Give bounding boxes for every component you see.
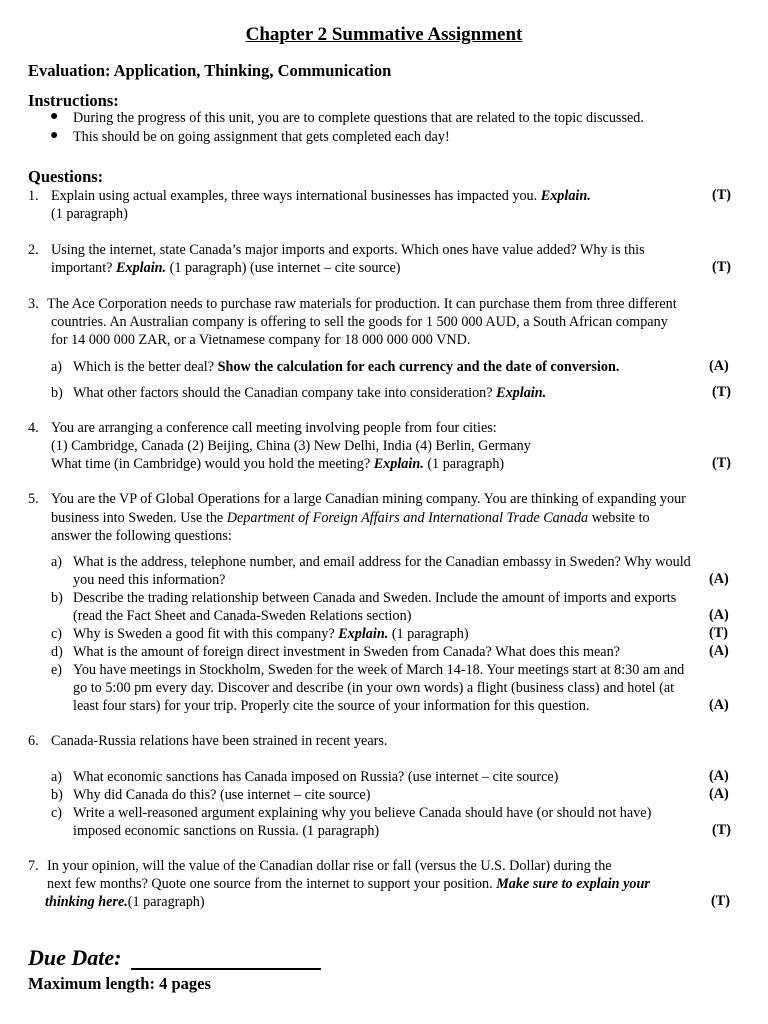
question-6c-line-1: Write a well-reasoned argument explaining why you believe Canada should have (or should not have) xyxy=(73,805,652,821)
mark-label: (A) xyxy=(709,571,729,587)
mark-label: (A) xyxy=(709,697,729,713)
mark-label: (T) xyxy=(712,259,731,275)
instruction-item: During the progress of this unit, you are to complete questions that are related to the topic discussed. xyxy=(73,110,644,126)
question-5-line-1: You are the VP of Global Operations for a large Canadian mining company. You are thinking of expanding your xyxy=(51,491,686,507)
question-7-line-3: thinking here.(1 paragraph) xyxy=(45,894,205,910)
question-number: 1. xyxy=(28,188,39,204)
question-5b-line-1: Describe the trading relationship between Canada and Sweden. Include the amount of imports and exports xyxy=(73,590,677,606)
mark-label: (A) xyxy=(709,643,729,659)
question-5a-line-2: you need this information? xyxy=(73,572,226,588)
subquestion-letter: c) xyxy=(51,805,63,821)
mark-label: (T) xyxy=(712,455,731,471)
mark-label: (A) xyxy=(709,768,729,784)
subquestion-letter: a) xyxy=(51,359,63,375)
question-6a: What economic sanctions has Canada imposed on Russia? (use internet – cite source) xyxy=(73,769,559,785)
mark-label: (T) xyxy=(712,822,731,838)
subquestion-letter: c) xyxy=(51,626,63,642)
question-number: 5. xyxy=(28,491,39,507)
question-number: 7. xyxy=(28,858,39,874)
question-5-line-3: answer the following questions: xyxy=(51,528,232,544)
evaluation-line: Evaluation: Application, Thinking, Communication xyxy=(28,61,392,80)
question-5-line-2: business into Sweden. Use the Department of Foreign Affairs and International Trade Canada website to xyxy=(51,510,650,526)
subquestion-letter: b) xyxy=(51,787,63,803)
question-4-line-2: (1) Cambridge, Canada (2) Beijing, China (3) New Delhi, India (4) Berlin, Germany xyxy=(51,438,531,454)
question-1-line-1: Explain using actual examples, three ways international businesses has impacted you. Explain. xyxy=(51,188,591,204)
question-5a-line-1: What is the address, telephone number, and email address for the Canadian embassy in Sweden? Why would xyxy=(73,554,691,570)
mark-label: (A) xyxy=(709,358,729,374)
question-3-line-2: countries. An Australian company is offering to sell the goods for 1 500 000 AUD, a South African company xyxy=(51,314,668,330)
question-5e-line-2: go to 5:00 pm every day. Discover and describe (in your own words) a flight (business class) and hotel (at xyxy=(73,680,675,696)
question-5e-line-1: You have meetings in Stockholm, Sweden for the week of March 14-18. Your meetings start at 8:30 am and xyxy=(73,662,685,678)
question-1-line-2: (1 paragraph) xyxy=(51,206,128,222)
question-number: 6. xyxy=(28,733,39,749)
question-7-line-2: next few months? Quote one source from the internet to support your position. Make sure to explain your xyxy=(47,876,650,892)
question-2-line-2: important? Explain. (1 paragraph) (use internet – cite source) xyxy=(51,260,401,276)
due-date-line xyxy=(131,968,321,970)
question-6b: Why did Canada do this? (use internet – cite source) xyxy=(73,787,371,803)
question-5d: What is the amount of foreign direct investment in Sweden from Canada? What does this mean? xyxy=(73,644,620,660)
question-3-line-1: The Ace Corporation needs to purchase raw materials for production. It can purchase them from three different xyxy=(47,296,677,312)
subquestion-letter: d) xyxy=(51,644,63,660)
question-5b-line-2: (read the Fact Sheet and Canada-Sweden Relations section) xyxy=(73,608,412,624)
question-6-line-1: Canada-Russia relations have been strained in recent years. xyxy=(51,733,388,749)
mark-label: (A) xyxy=(709,607,729,623)
question-4-line-1: You are arranging a conference call meeting involving people from four cities: xyxy=(51,420,497,436)
questions-heading: Questions: xyxy=(28,167,104,186)
question-3b: What other factors should the Canadian company take into consideration? Explain. xyxy=(73,385,547,401)
question-5e-line-3: least four stars) for your trip. Properly cite the source of your information for this question. xyxy=(73,698,590,714)
subquestion-letter: a) xyxy=(51,769,63,785)
subquestion-letter: b) xyxy=(51,590,63,606)
question-7-line-1: In your opinion, will the value of the Canadian dollar rise or fall (versus the U.S. Dollar) during the xyxy=(47,858,612,874)
bullet-icon: ● xyxy=(50,109,59,124)
subquestion-letter: a) xyxy=(51,554,63,570)
mark-label: (T) xyxy=(712,384,731,400)
mark-label: (T) xyxy=(709,625,728,641)
question-6c-line-2: imposed economic sanctions on Russia. (1 paragraph) xyxy=(73,823,380,839)
question-2-line-1: Using the internet, state Canada’s major imports and exports. Which ones have value added? Why is this xyxy=(51,242,645,258)
question-number: 4. xyxy=(28,420,39,436)
question-number: 2. xyxy=(28,242,39,258)
mark-label: (T) xyxy=(711,893,730,909)
instructions-heading: Instructions: xyxy=(28,91,119,110)
bullet-icon: ● xyxy=(50,128,59,143)
due-date-label: Due Date: xyxy=(28,945,122,970)
subquestion-letter: e) xyxy=(51,662,63,678)
mark-label: (T) xyxy=(712,187,731,203)
instruction-item: This should be on going assignment that gets completed each day! xyxy=(73,129,450,145)
question-number: 3. xyxy=(28,296,39,312)
question-3a: Which is the better deal? Show the calculation for each currency and the date of conversion. xyxy=(73,359,620,375)
maximum-length: Maximum length: 4 pages xyxy=(28,974,211,993)
document-title: Chapter 2 Summative Assignment xyxy=(245,24,523,45)
question-3-line-3: for 14 000 000 ZAR, or a Vietnamese company for 18 000 000 000 VND. xyxy=(51,332,471,348)
subquestion-letter: b) xyxy=(51,385,63,401)
question-4-line-3: What time (in Cambridge) would you hold the meeting? Explain. (1 paragraph) xyxy=(51,456,505,472)
question-5c: Why is Sweden a good fit with this company? Explain. (1 paragraph) xyxy=(73,626,469,642)
mark-label: (A) xyxy=(709,786,729,802)
